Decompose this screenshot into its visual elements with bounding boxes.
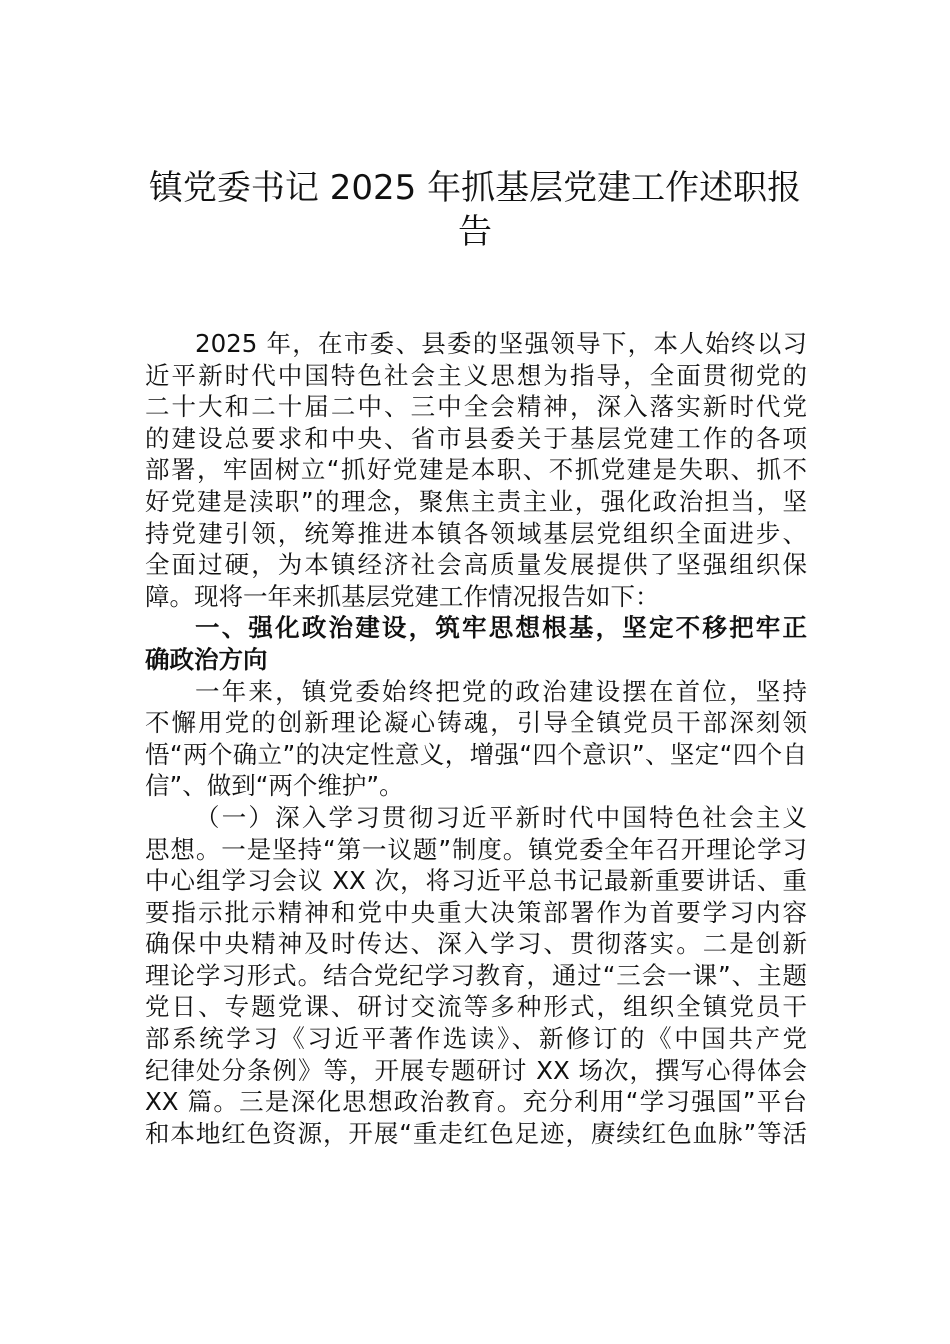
- text-line: 二十大和二十届二中、三中全会精神，深入落实新时代党: [145, 392, 807, 422]
- paragraph-study-thought: [145, 802, 807, 1150]
- text-line: 全面过硬，为本镇经济社会高质量发展提供了坚强组织保: [145, 550, 807, 580]
- text-line: 确保中央精神及时传达、深入学习、贯彻落实。二是创新: [145, 929, 807, 959]
- paragraph-intro: [145, 328, 807, 612]
- section-heading-1: [145, 612, 807, 675]
- text-line: 要指示批示精神和党中央重大决策部署作为首要学习内容: [145, 897, 807, 927]
- text-line: 2025 年，在市委、县委的坚强领导下，本人始终以习: [195, 329, 807, 358]
- text-line: XX 篇。三是深化思想政治教育。充分利用“学习强国”平台: [145, 1087, 807, 1117]
- text-line: 中心组学习会议 XX 次，将习近平总书记最新重要讲话、重: [145, 866, 807, 896]
- text-line: 党日、专题党课、研讨交流等多种形式，组织全镇党员干: [145, 992, 807, 1022]
- document-body: [145, 328, 807, 1149]
- text-line: 的建设总要求和中央、省市县委关于基层党建工作的各项: [145, 423, 807, 453]
- text-line: 纪律处分条例》等，开展专题研讨 XX 场次，撰写心得体会: [145, 1055, 807, 1085]
- paragraph-political-building: [145, 676, 807, 802]
- heading-line: 一、强化政治建设，筑牢思想根基，坚定不移把牢正: [195, 613, 807, 643]
- text-line: 悟“两个确立”的决定性意义，增强“四个意识”、坚定“四个自: [145, 739, 807, 769]
- text-line: 信”、做到“两个维护”。: [145, 771, 404, 801]
- text-line: （一）深入学习贯彻习近平新时代中国特色社会主义: [195, 802, 807, 832]
- document-title-line-2: 告: [458, 212, 492, 252]
- text-line: 部署，牢固树立“抓好党建是本职、不抓党建是失职、抓不: [145, 455, 807, 485]
- heading-line: 确政治方向: [145, 644, 268, 674]
- text-line: 不懈用党的创新理论凝心铸魂，引导全镇党员干部深刻领: [145, 708, 807, 738]
- text-line: 近平新时代中国特色社会主义思想为指导，全面贯彻党的: [145, 360, 807, 390]
- text-line: 和本地红色资源，开展“重走红色足迹，赓续红色血脉”等活: [145, 1118, 807, 1148]
- text-line: 部系统学习《习近平著作选读》、新修订的《中国共产党: [145, 1024, 807, 1054]
- text-line: 理论学习形式。结合党纪学习教育，通过“三会一课”、主题: [145, 960, 807, 990]
- text-line: 一年来，镇党委始终把党的政治建设摆在首位，坚持: [195, 676, 807, 706]
- text-line: 好党建是渎职”的理念，聚焦主责主业，强化政治担当，坚: [145, 486, 807, 516]
- text-line: 思想。一是坚持“第一议题”制度。镇党委全年召开理论学习: [145, 834, 807, 864]
- document-title-line-1: 镇党委书记 2025 年抓基层党建工作述职报: [148, 168, 802, 208]
- text-line: 障。现将一年来抓基层党建工作情况报告如下：: [145, 581, 660, 611]
- text-line: 持党建引领，统筹推进本镇各领域基层党组织全面进步、: [145, 518, 807, 548]
